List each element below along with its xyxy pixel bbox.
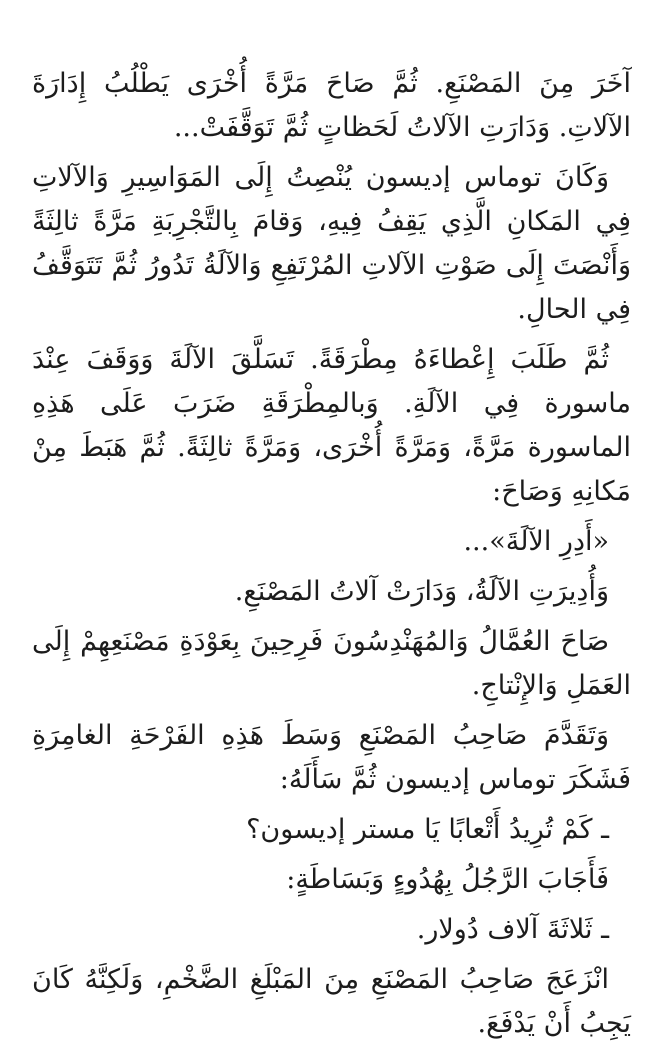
paragraph-calm-reply: فَأَجَابَ الرَّجُلُ بِهُدُوءٍ وَبَسَاطَةٍ: [286,864,609,895]
dialogue-answer-fee: ـ ثَلاثَةَ آلاف دُولار. [416,914,609,945]
paragraph-edison-listening: وَكَانَ توماس إديسون يُنْصِتُ إِلَى المَوَاسِيرِ وَالآلاتِ فِي المَكانِ الَّذِي يَقِفُ فِيهِ، وَقامَ بِالتَّجْرِبَةِ مَرَّةً ثالِثَةً وَأَنْصَتَ إِلَى صَوْتِ الآلاتِ المُرْتَفِعِ وَالآلَةُ تَدُورُ ثُمَّ تَتَوَقَّفُ فِي الحالِ. [32,162,631,325]
dialogue-question-fee: ـ كَمْ تُرِيدُ أَتْعابًا يَا مستر إديسون؟ [246,814,609,845]
paragraph-continuation: آخَرَ مِنَ المَصْنَعِ. ثُمَّ صَاحَ مَرَّةً أُخْرَى يَطْلُبُ إِدَارَةَ الآلاتِ. وَدَارَتِ الآلاتُ لَحَظاتٍ ثُمَّ تَوَقَّفَتْ... [32,68,631,143]
book-page [0,62,667,1052]
paragraph-owner-disturbed: انْزَعَجَ صَاحِبُ المَصْنَعِ مِنَ المَبْلَغِ الضَّخْمِ، وَلَكِنَّهُ كَانَ يَجِبُ أَنْ يَدْفَعَ. [32,964,631,1039]
paragraph-machines-running: وَأُدِيرَتِ الآلَةُ، وَدَارَتْ آلاتُ المَصْنَعِ. [234,576,609,607]
paragraph-hammer: ثُمَّ طَلَبَ إِعْطاءَهُ مِطْرَقَةً. تَسَلَّقَ الآلَةَ وَوَقَفَ عِنْدَ ماسورة فِي الآلَةِ. وَبالمِطْرَقَةِ ضَرَبَ عَلَى هَذِهِ الماسورة مَرَّةً، وَمَرَّةً أُخْرَى، وَمَرَّةً ثالِثَةً. ثُمَّ هَبَطَ مِنْ مَكانِهِ وَصَاحَ: [32,344,631,507]
paragraph-owner-thanks: وَتَقَدَّمَ صَاحِبُ المَصْنَعِ وَسَطَ هَذِهِ الفَرْحَةِ الغامِرَةِ فَشَكَرَ توماس إديسون ثُمَّ سَأَلَهُ: [32,720,631,795]
paragraph-workers-cheer: صَاحَ العُمَّالُ وَالمُهَنْدِسُونَ فَرِحِينَ بِعَوْدَةِ مَصْنَعِهِمْ إِلَى العَمَلِ وَالإِنْتاجِ. [32,626,631,701]
paragraph-quote-start-machine: «أَدِرِ الآلَةَ»... [463,526,609,557]
